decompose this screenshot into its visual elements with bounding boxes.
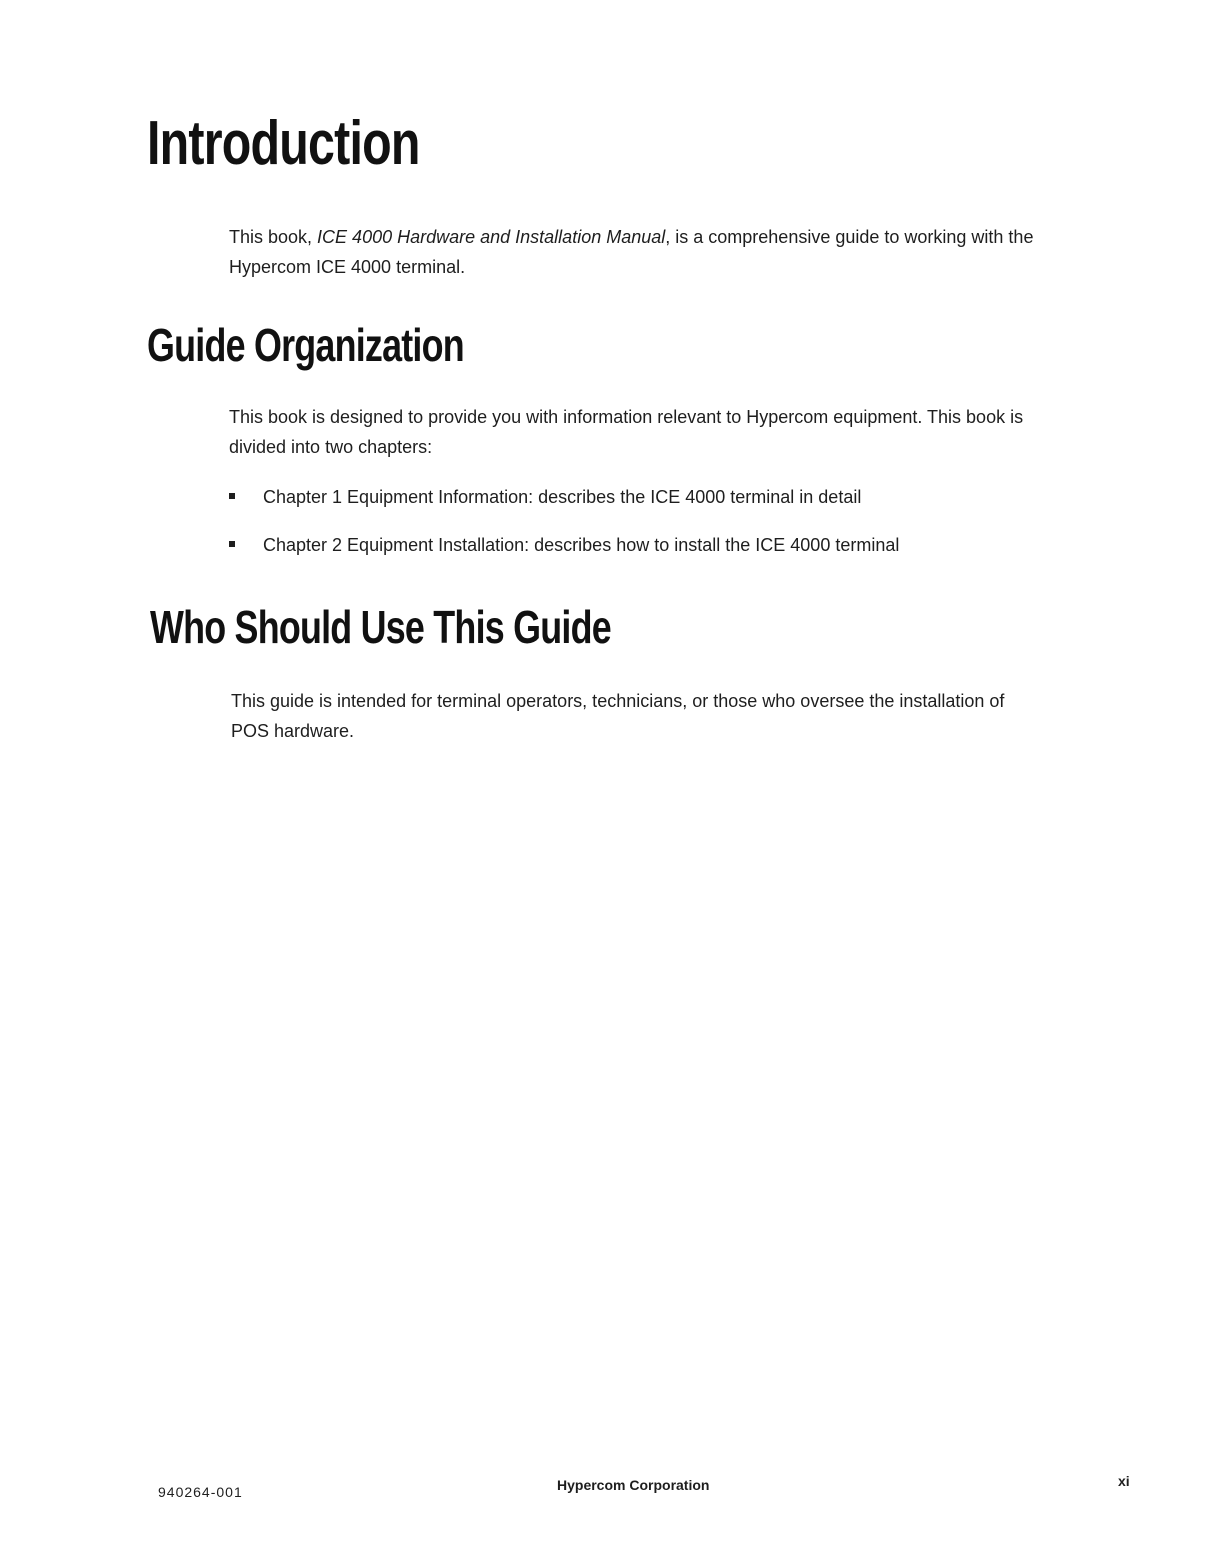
guide-organization-text-line1: This book is designed to provide you with information relevant to Hypercom equipment. This book is: [229, 407, 1024, 427]
guide-organization-heading: Guide Organization: [147, 319, 464, 371]
bullet-icon: [229, 541, 235, 547]
who-should-use-paragraph: [231, 686, 1004, 746]
introduction-text-start: This book,: [229, 227, 318, 247]
footer-company: Hypercom Corporation: [557, 1477, 710, 1493]
bullet-icon: [229, 493, 235, 499]
guide-organization-text-line2: divided into two chapters:: [229, 437, 433, 457]
list-item-text: Chapter 2 Equipment Installation: describes how to install the ICE 4000 terminal: [263, 535, 900, 555]
introduction-text-line2: Hypercom ICE 4000 terminal.: [229, 257, 466, 277]
list-item: [229, 530, 899, 578]
chapter-list: [229, 482, 899, 578]
introduction-paragraph: [229, 222, 1033, 282]
list-item: [229, 482, 899, 530]
who-should-use-text-line2: POS hardware.: [231, 721, 355, 741]
page-title: Introduction: [147, 109, 420, 178]
footer-doc-number: 940264-001: [158, 1484, 243, 1500]
who-should-use-text-line1: This guide is intended for terminal operators, technicians, or those who oversee the installation of: [231, 691, 1005, 711]
introduction-text-end: , is a comprehensive guide to working with the: [665, 227, 1034, 247]
footer-page-number: xi: [1118, 1473, 1130, 1489]
list-item-text: Chapter 1 Equipment Information: describes the ICE 4000 terminal in detail: [263, 487, 862, 507]
who-should-use-heading: Who Should Use This Guide: [150, 601, 611, 653]
book-title: ICE 4000 Hardware and Installation Manual: [317, 227, 666, 247]
guide-organization-paragraph: [229, 402, 1023, 462]
